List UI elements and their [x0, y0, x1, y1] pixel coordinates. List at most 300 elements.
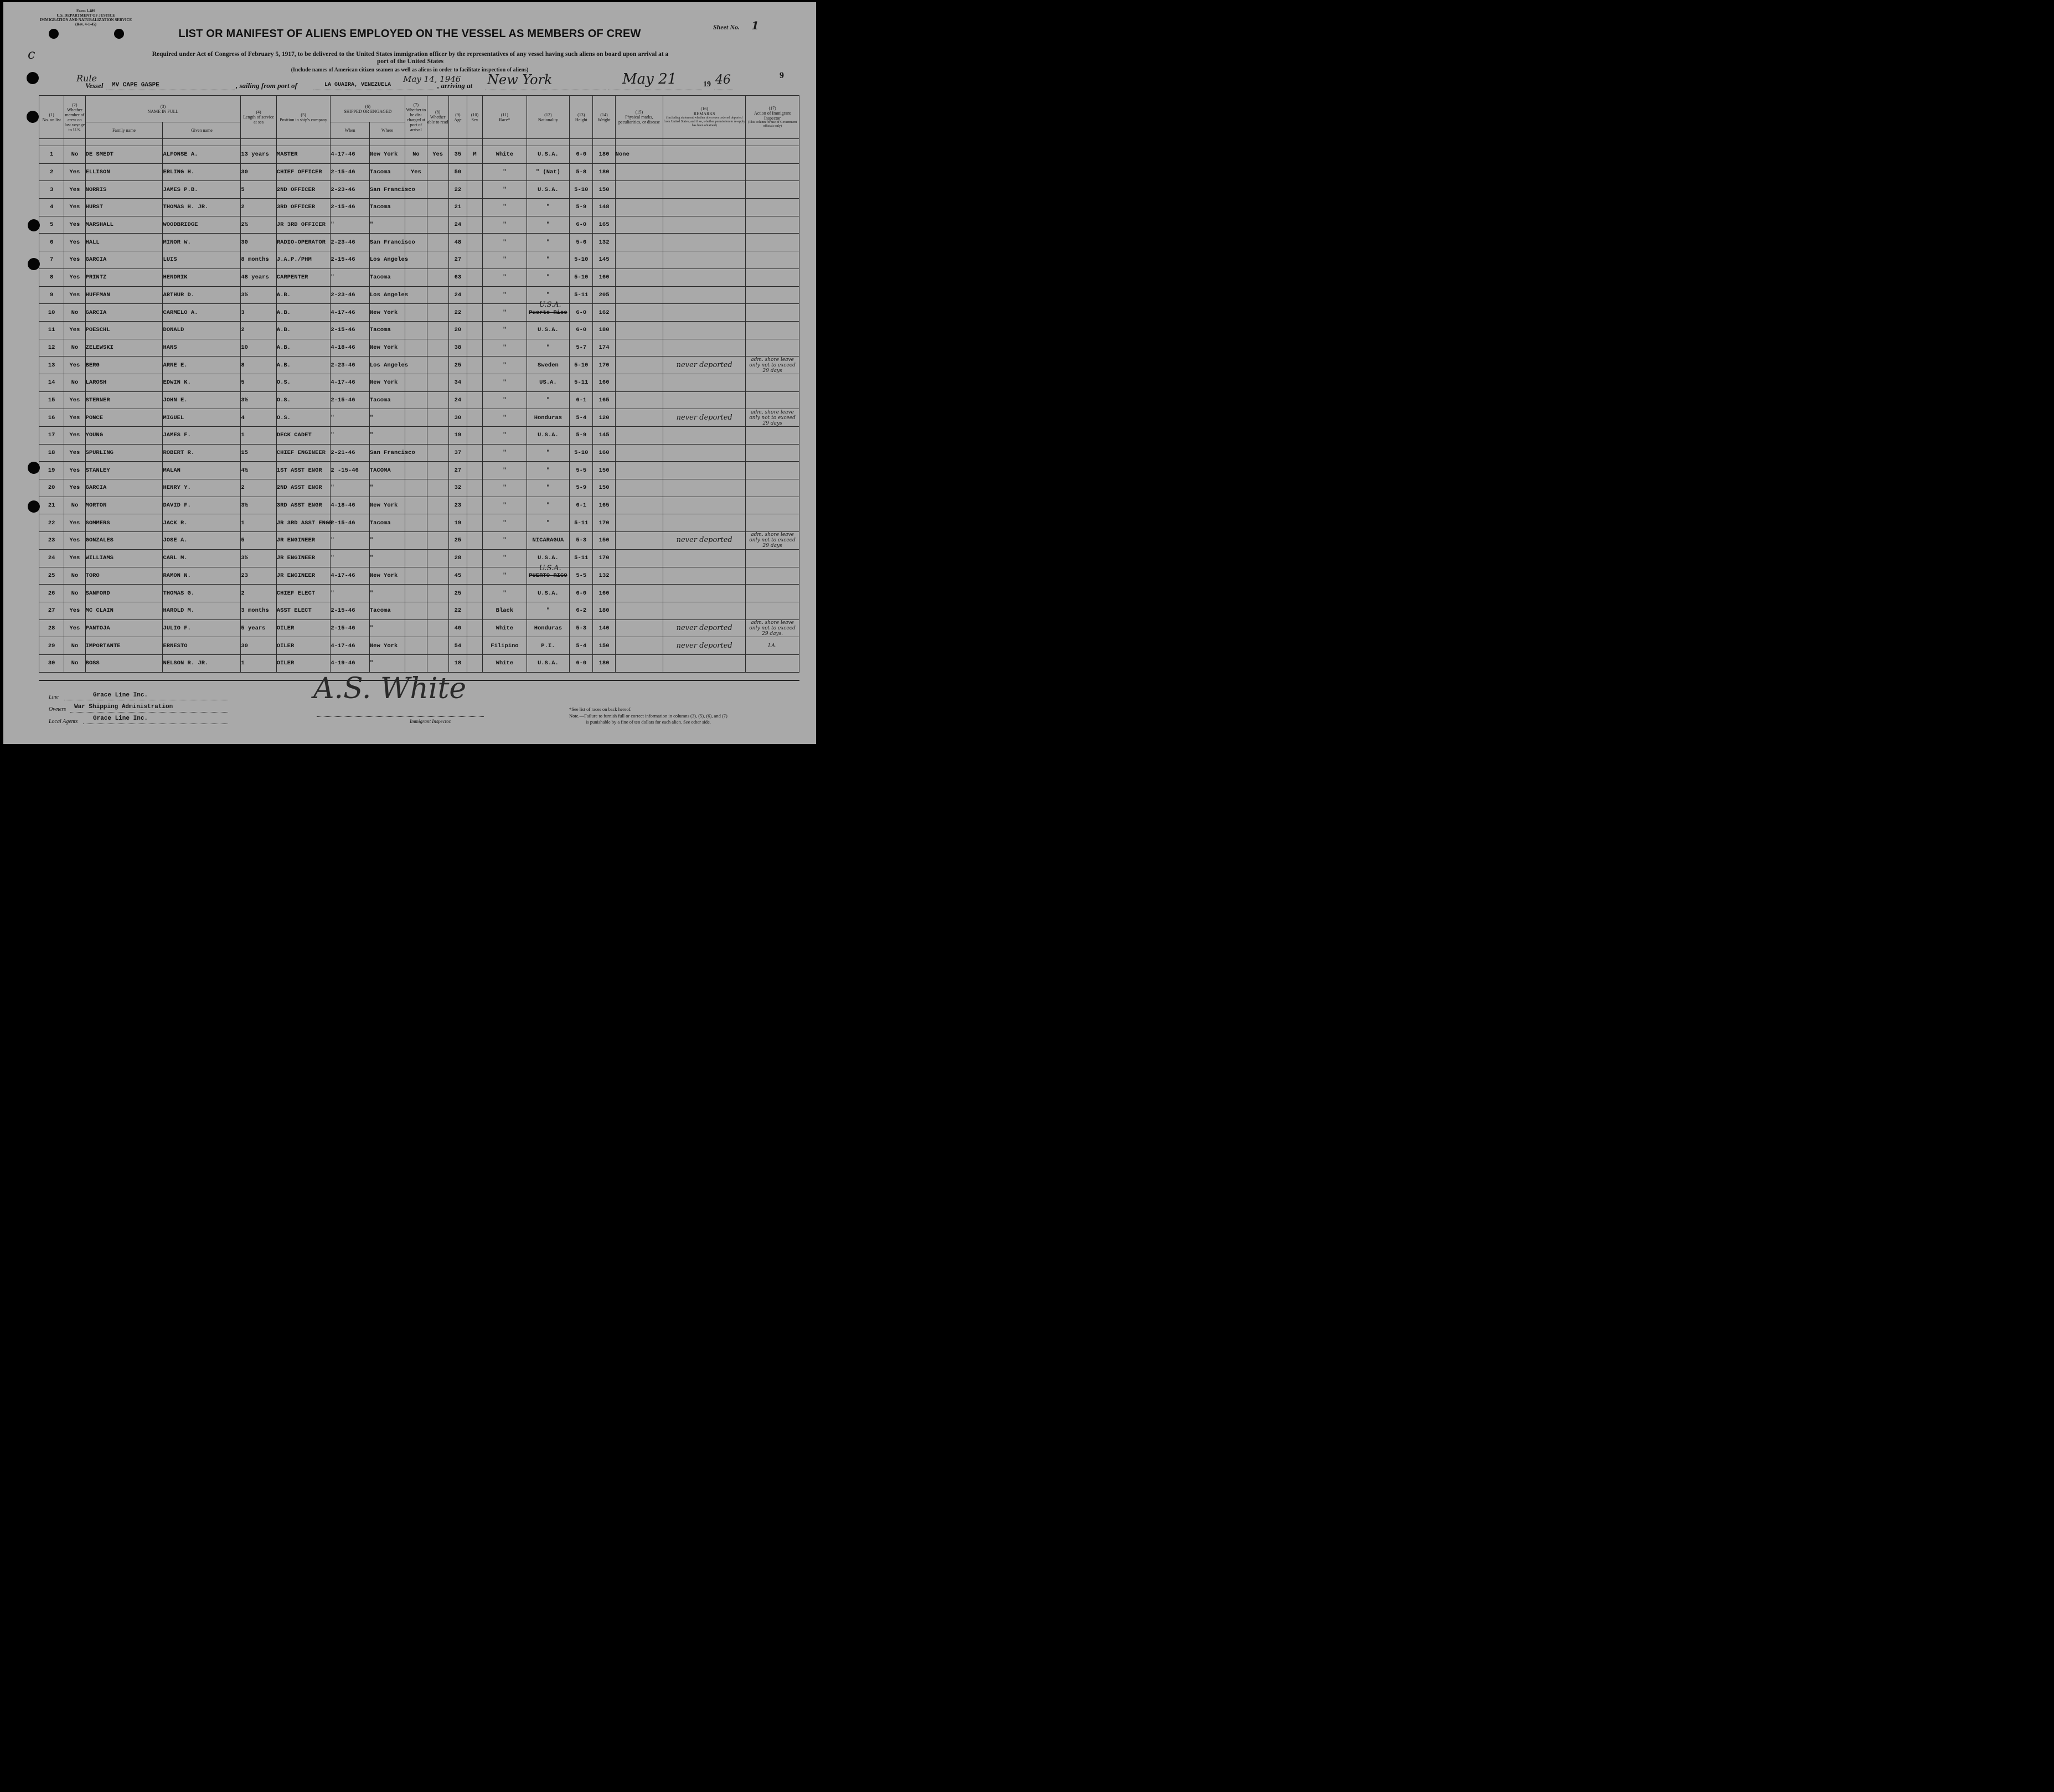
given-name-value: MIGUEL [163, 414, 184, 421]
cell-inspector-action [746, 602, 799, 619]
crew-row [39, 602, 799, 619]
cell-nationality [527, 391, 570, 409]
cell-family-name [85, 251, 163, 269]
weight-value: 140 [598, 624, 610, 632]
position-value: O.S. [276, 379, 291, 386]
cell-family-name [85, 514, 163, 532]
cell-age [448, 251, 467, 269]
cell-sex [467, 444, 482, 462]
cell-list-number [39, 163, 64, 181]
cell-physical-marks [615, 321, 663, 339]
cell-inspector-action [746, 427, 799, 445]
cell-given-name [163, 602, 241, 619]
crew-row [39, 532, 799, 550]
cell-physical-marks [615, 146, 663, 164]
cell-nationality [527, 163, 570, 181]
cell-height [570, 391, 593, 409]
cell-discharged [405, 216, 427, 234]
height-value: 5-11 [574, 519, 589, 526]
cell-position [276, 199, 331, 216]
shipped-when-value: " [331, 537, 334, 544]
cell-able-to-read [427, 532, 448, 550]
race-value: " [503, 169, 507, 176]
cell-physical-marks [615, 654, 663, 672]
cell-sex [467, 181, 482, 199]
position-value: 1ST ASST ENGR [276, 467, 322, 474]
shipped-when-value: 4-17-46 [331, 379, 355, 386]
cell-length-of-service [241, 549, 276, 567]
length-of-service-value: 3 months [241, 607, 269, 614]
cell-able-to-read [427, 304, 448, 322]
given-name-value: HENDRIK [163, 274, 188, 281]
cell-sex [467, 567, 482, 585]
list-number-value: 22 [48, 519, 55, 526]
prior-voyage-value: Yes [69, 396, 80, 404]
cell-height [570, 374, 593, 391]
race-value: " [503, 467, 507, 474]
crew-row [39, 251, 799, 269]
prior-voyage-value: Yes [69, 362, 80, 369]
given-name-value: ERLING H. [163, 169, 195, 176]
position-value: J.A.P./PHM [276, 256, 312, 264]
inspector-action-value: adm. shore leave only not to exceed 29 days [749, 357, 796, 374]
cell-prior-voyage [64, 602, 85, 619]
cell-height [570, 216, 593, 234]
cell-position [276, 146, 331, 164]
crew-row [39, 427, 799, 445]
cell-discharged [405, 146, 427, 164]
nationality-value: " [546, 204, 550, 211]
cell-position [276, 268, 331, 286]
nationality-value: U.S.A. [538, 186, 559, 193]
weight-value: 148 [598, 204, 610, 211]
cell-length-of-service [241, 497, 276, 514]
given-name-value: CARL M. [163, 555, 188, 562]
cell-list-number [39, 339, 64, 357]
family-name-value: MC CLAIN [85, 607, 113, 614]
subtitle-line-2: port of the United States [376, 58, 444, 65]
prior-voyage-value: No [71, 590, 79, 597]
cell-nationality [527, 146, 570, 164]
cell-list-number [39, 409, 64, 427]
cell-family-name [85, 286, 163, 304]
weight-value: 170 [598, 519, 610, 526]
crew-manifest-table [39, 95, 799, 673]
position-value: JR 3RD OFFICER [276, 221, 326, 229]
race-value: " [503, 555, 507, 562]
cell-remarks [663, 199, 746, 216]
age-value: 22 [454, 186, 462, 193]
family-name-value: HUFFMAN [85, 291, 110, 298]
prior-voyage-value: No [71, 344, 79, 351]
nationality-value: " [546, 502, 550, 509]
cell-discharged [405, 409, 427, 427]
cell-family-name [85, 199, 163, 216]
cell-weight [593, 479, 615, 497]
cell-able-to-read [427, 163, 448, 181]
cell-family-name [85, 181, 163, 199]
punch-hole [28, 258, 40, 270]
cell-given-name [163, 304, 241, 322]
form-number: Form I-489 [76, 9, 96, 13]
cell-able-to-read [427, 216, 448, 234]
cell-age [448, 479, 467, 497]
list-number-value: 30 [48, 660, 55, 667]
nationality-value: U.S.A. [538, 432, 559, 439]
cell-length-of-service [241, 268, 276, 286]
length-of-service-value: 1 [241, 519, 245, 526]
form-id-block [39, 9, 133, 27]
cell-height [570, 532, 593, 550]
race-value: " [503, 344, 507, 351]
shipped-where-value: Tacoma [369, 327, 391, 334]
weight-value: 150 [598, 484, 610, 492]
discharged-value: Yes [410, 169, 421, 176]
height-value: 5-6 [576, 239, 587, 246]
cell-given-name [163, 234, 241, 251]
list-number-value: 4 [49, 204, 54, 211]
cell-shipped-where [369, 251, 409, 269]
cell-position [276, 163, 331, 181]
age-value: 22 [454, 607, 462, 614]
cell-physical-marks [615, 462, 663, 479]
shipped-when-value: 4-18-46 [331, 502, 355, 509]
cell-age [448, 409, 467, 427]
cell-length-of-service [241, 567, 276, 585]
sheet-label: Sheet No. [713, 23, 740, 31]
race-value: " [503, 327, 507, 334]
given-name-value: JAMES F. [163, 432, 191, 439]
agents-label: Local Agents [49, 719, 78, 725]
age-value: 18 [454, 660, 462, 667]
shipped-where-value: " [369, 484, 374, 492]
cell-prior-voyage [64, 339, 85, 357]
height-value: 5-11 [574, 379, 589, 386]
age-value: 34 [454, 379, 462, 386]
position-value: CHIEF ENGINEER [276, 450, 326, 457]
cell-age [448, 654, 467, 672]
race-value: " [503, 274, 507, 281]
cell-height [570, 181, 593, 199]
cell-list-number [39, 304, 64, 322]
race-value: " [503, 309, 507, 316]
cell-race [483, 462, 527, 479]
race-value: " [503, 256, 507, 264]
cell-race [483, 304, 527, 322]
cell-inspector-action [746, 216, 799, 234]
form-note: (Include names of American citizen seamen as well as aliens in order to facilitate inspection of aliens) [291, 67, 529, 73]
height-value: 6-0 [576, 660, 587, 667]
family-name-value: IMPORTANTE [85, 642, 121, 649]
list-number-value: 24 [48, 555, 55, 562]
prior-voyage-value: Yes [69, 256, 80, 264]
shipped-when-value: 2-15-46 [331, 519, 355, 526]
cell-shipped-where [369, 497, 405, 514]
cell-able-to-read [427, 514, 448, 532]
race-value: Black [496, 607, 514, 614]
list-number-value: 20 [48, 484, 55, 492]
cell-race [483, 268, 527, 286]
cell-position [276, 286, 331, 304]
weight-value: 160 [598, 590, 610, 597]
cell-discharged [405, 549, 427, 567]
race-value: " [503, 450, 507, 457]
header-shipped-or-engaged: (6) SHIPPED OR ENGAGED [331, 96, 405, 122]
cell-physical-marks [615, 602, 663, 619]
family-name-value: STERNER [85, 396, 110, 404]
cell-age [448, 619, 467, 637]
age-value: 54 [454, 642, 462, 649]
cell-discharged [405, 286, 427, 304]
form-title: LIST OR MANIFEST OF ALIENS EMPLOYED ON THE VESSEL AS MEMBERS OF CREW [178, 28, 641, 40]
prior-voyage-value: Yes [69, 450, 80, 457]
family-name-value: GARCIA [85, 309, 107, 316]
length-of-service-value: 23 [241, 572, 248, 579]
cell-weight [593, 181, 615, 199]
height-value: 5-3 [576, 537, 587, 544]
cell-list-number [39, 567, 64, 585]
nationality-value: P.I. [541, 642, 555, 649]
length-of-service-value: 3½ [241, 502, 248, 509]
list-number-value: 17 [48, 432, 55, 439]
cell-race [483, 479, 527, 497]
cell-age [448, 304, 467, 322]
cell-position [276, 497, 331, 514]
cell-shipped-when [331, 654, 369, 672]
cell-race [483, 637, 527, 655]
weight-value: 180 [598, 327, 610, 334]
cell-height [570, 497, 593, 514]
cell-physical-marks [615, 514, 663, 532]
race-value: White [496, 624, 514, 632]
shipped-when-value: 2-15-46 [331, 169, 355, 176]
cell-shipped-where [369, 199, 405, 216]
cell-shipped-when [331, 444, 369, 462]
nationality-value: U.S.A. [538, 660, 559, 667]
cell-family-name [85, 479, 163, 497]
cell-race [483, 181, 527, 199]
weight-value: 120 [598, 414, 610, 421]
cell-list-number [39, 357, 64, 374]
nationality-value: " [546, 221, 550, 229]
cell-weight [593, 146, 615, 164]
cell-position [276, 444, 331, 462]
list-number-value: 10 [48, 309, 55, 316]
cell-remarks [663, 304, 746, 322]
race-value: " [503, 537, 507, 544]
weight-value: 150 [598, 467, 610, 474]
cell-nationality [527, 301, 570, 322]
cell-length-of-service [241, 514, 276, 532]
cell-physical-marks [615, 163, 663, 181]
position-value: A.B. [276, 344, 291, 351]
cell-shipped-when [331, 163, 369, 181]
cell-prior-voyage [64, 251, 85, 269]
length-of-service-value: 5 years [241, 624, 266, 632]
race-value: White [496, 151, 514, 158]
race-value: " [503, 502, 507, 509]
cell-weight [593, 339, 615, 357]
given-name-value: WOODBRIDGE [163, 221, 198, 229]
shipped-where-value: Los Angeles [369, 362, 409, 369]
punch-hole [28, 219, 40, 231]
age-value: 45 [454, 572, 462, 579]
cell-shipped-where [369, 268, 405, 286]
cell-family-name [85, 444, 163, 462]
cell-family-name [85, 216, 163, 234]
header-list-number: (1) No. on list [39, 96, 64, 139]
cell-prior-voyage [64, 444, 85, 462]
weight-value: 165 [598, 221, 610, 229]
cell-sex [467, 374, 482, 391]
shipped-when-value: 4-17-46 [331, 572, 355, 579]
races-note: *See list of races on back hereof. [569, 706, 632, 712]
age-value: 63 [454, 274, 462, 281]
given-name-value: ARTHUR D. [163, 291, 195, 298]
cell-shipped-where [369, 146, 405, 164]
position-value: JR ENGINEER [276, 572, 316, 579]
cell-given-name [163, 268, 241, 286]
given-name-value: ALFONSE A. [163, 151, 198, 158]
cell-prior-voyage [64, 462, 85, 479]
length-of-service-value: 5 [241, 537, 245, 544]
cell-sex [467, 199, 482, 216]
cell-physical-marks [615, 409, 663, 427]
cell-inspector-action [746, 654, 799, 672]
cell-shipped-where [369, 567, 405, 585]
height-value: 5-11 [574, 555, 589, 562]
cell-inspector-action [746, 409, 799, 427]
cell-remarks [663, 532, 746, 550]
cell-age [448, 637, 467, 655]
physical-marks-value: None [615, 151, 629, 158]
height-value: 5-10 [574, 186, 589, 193]
shipped-where-value: " [369, 221, 374, 229]
list-number-value: 7 [49, 256, 54, 264]
cell-nationality [527, 409, 570, 427]
cell-remarks [663, 321, 746, 339]
cell-given-name [163, 357, 241, 374]
prior-voyage-value: Yes [69, 291, 80, 298]
cell-nationality [527, 427, 570, 445]
crew-row [39, 444, 799, 462]
weight-value: 160 [598, 274, 610, 281]
cell-given-name [163, 374, 241, 391]
cell-prior-voyage [64, 391, 85, 409]
crew-row [39, 234, 799, 251]
crew-row [39, 567, 799, 585]
cell-remarks [663, 514, 746, 532]
cell-physical-marks [615, 251, 663, 269]
length-of-service-value: 8 months [241, 256, 269, 264]
length-of-service-value: 48 years [241, 274, 269, 281]
cell-sex [467, 286, 482, 304]
cell-weight [593, 304, 615, 322]
cell-height [570, 268, 593, 286]
cell-shipped-where [369, 286, 409, 304]
height-value: 5-3 [576, 624, 587, 632]
given-name-value: RAMON N. [163, 572, 191, 579]
shipped-when-value: " [331, 432, 334, 439]
cell-position [276, 251, 331, 269]
list-number-value: 9 [49, 291, 54, 298]
cell-family-name [85, 549, 163, 567]
cell-length-of-service [241, 602, 276, 619]
cell-shipped-when [331, 374, 369, 391]
cell-nationality [527, 251, 570, 269]
sheet-number: 1 [751, 19, 759, 32]
cell-sex [467, 251, 482, 269]
cell-physical-marks [615, 357, 663, 374]
height-value: 5-8 [576, 169, 587, 176]
crew-row [39, 199, 799, 216]
inspector-action-value: adm. shore leave only not to exceed 29 days [749, 532, 796, 549]
cell-height [570, 146, 593, 164]
shipped-when-value: 4-18-46 [331, 344, 355, 351]
position-value: JR 3RD ASST ENGR [276, 519, 333, 526]
cell-given-name [163, 532, 241, 550]
cell-physical-marks [615, 216, 663, 234]
punch-hole [28, 462, 40, 474]
cell-age [448, 532, 467, 550]
cell-discharged [405, 391, 427, 409]
given-name-value: THOMAS G. [163, 590, 195, 597]
age-value: 30 [454, 414, 462, 421]
cell-nationality [527, 637, 570, 655]
cell-length-of-service [241, 374, 276, 391]
shipped-when-value: " [331, 274, 334, 281]
margin-mark: c [28, 47, 35, 62]
cell-position [276, 357, 331, 374]
length-of-service-value: 30 [241, 169, 248, 176]
header-where: Where [369, 122, 405, 139]
cell-race [483, 163, 527, 181]
remarks-value: never deported [676, 413, 732, 422]
cell-list-number [39, 444, 64, 462]
cell-race [483, 514, 527, 532]
shipped-where-value: " [369, 660, 374, 667]
list-number-value: 19 [48, 467, 55, 474]
cell-able-to-read [427, 479, 448, 497]
shipped-when-value: 2-15-46 [331, 396, 355, 404]
list-number-value: 8 [49, 274, 54, 281]
cell-discharged [405, 321, 427, 339]
position-value: O.S. [276, 396, 291, 404]
height-value: 6-0 [576, 221, 587, 229]
cell-discharged [405, 374, 427, 391]
cell-inspector-action [746, 163, 799, 181]
cell-inspector-action [746, 146, 799, 164]
cell-able-to-read [427, 286, 448, 304]
cell-shipped-where [369, 339, 405, 357]
length-of-service-value: 4 [241, 414, 245, 421]
weight-value: 150 [598, 186, 610, 193]
cell-age [448, 391, 467, 409]
age-value: 35 [454, 151, 462, 158]
cell-prior-voyage [64, 304, 85, 322]
header-able-to-read: (8) Whether able to read [427, 96, 448, 139]
cell-list-number [39, 321, 64, 339]
cell-inspector-action [746, 585, 799, 602]
cell-list-number [39, 532, 64, 550]
cell-shipped-where [369, 357, 409, 374]
cell-age [448, 462, 467, 479]
cell-weight [593, 321, 615, 339]
cell-remarks [663, 251, 746, 269]
cell-race [483, 374, 527, 391]
cell-list-number [39, 286, 64, 304]
header-sex: (10) Sex [467, 96, 482, 139]
